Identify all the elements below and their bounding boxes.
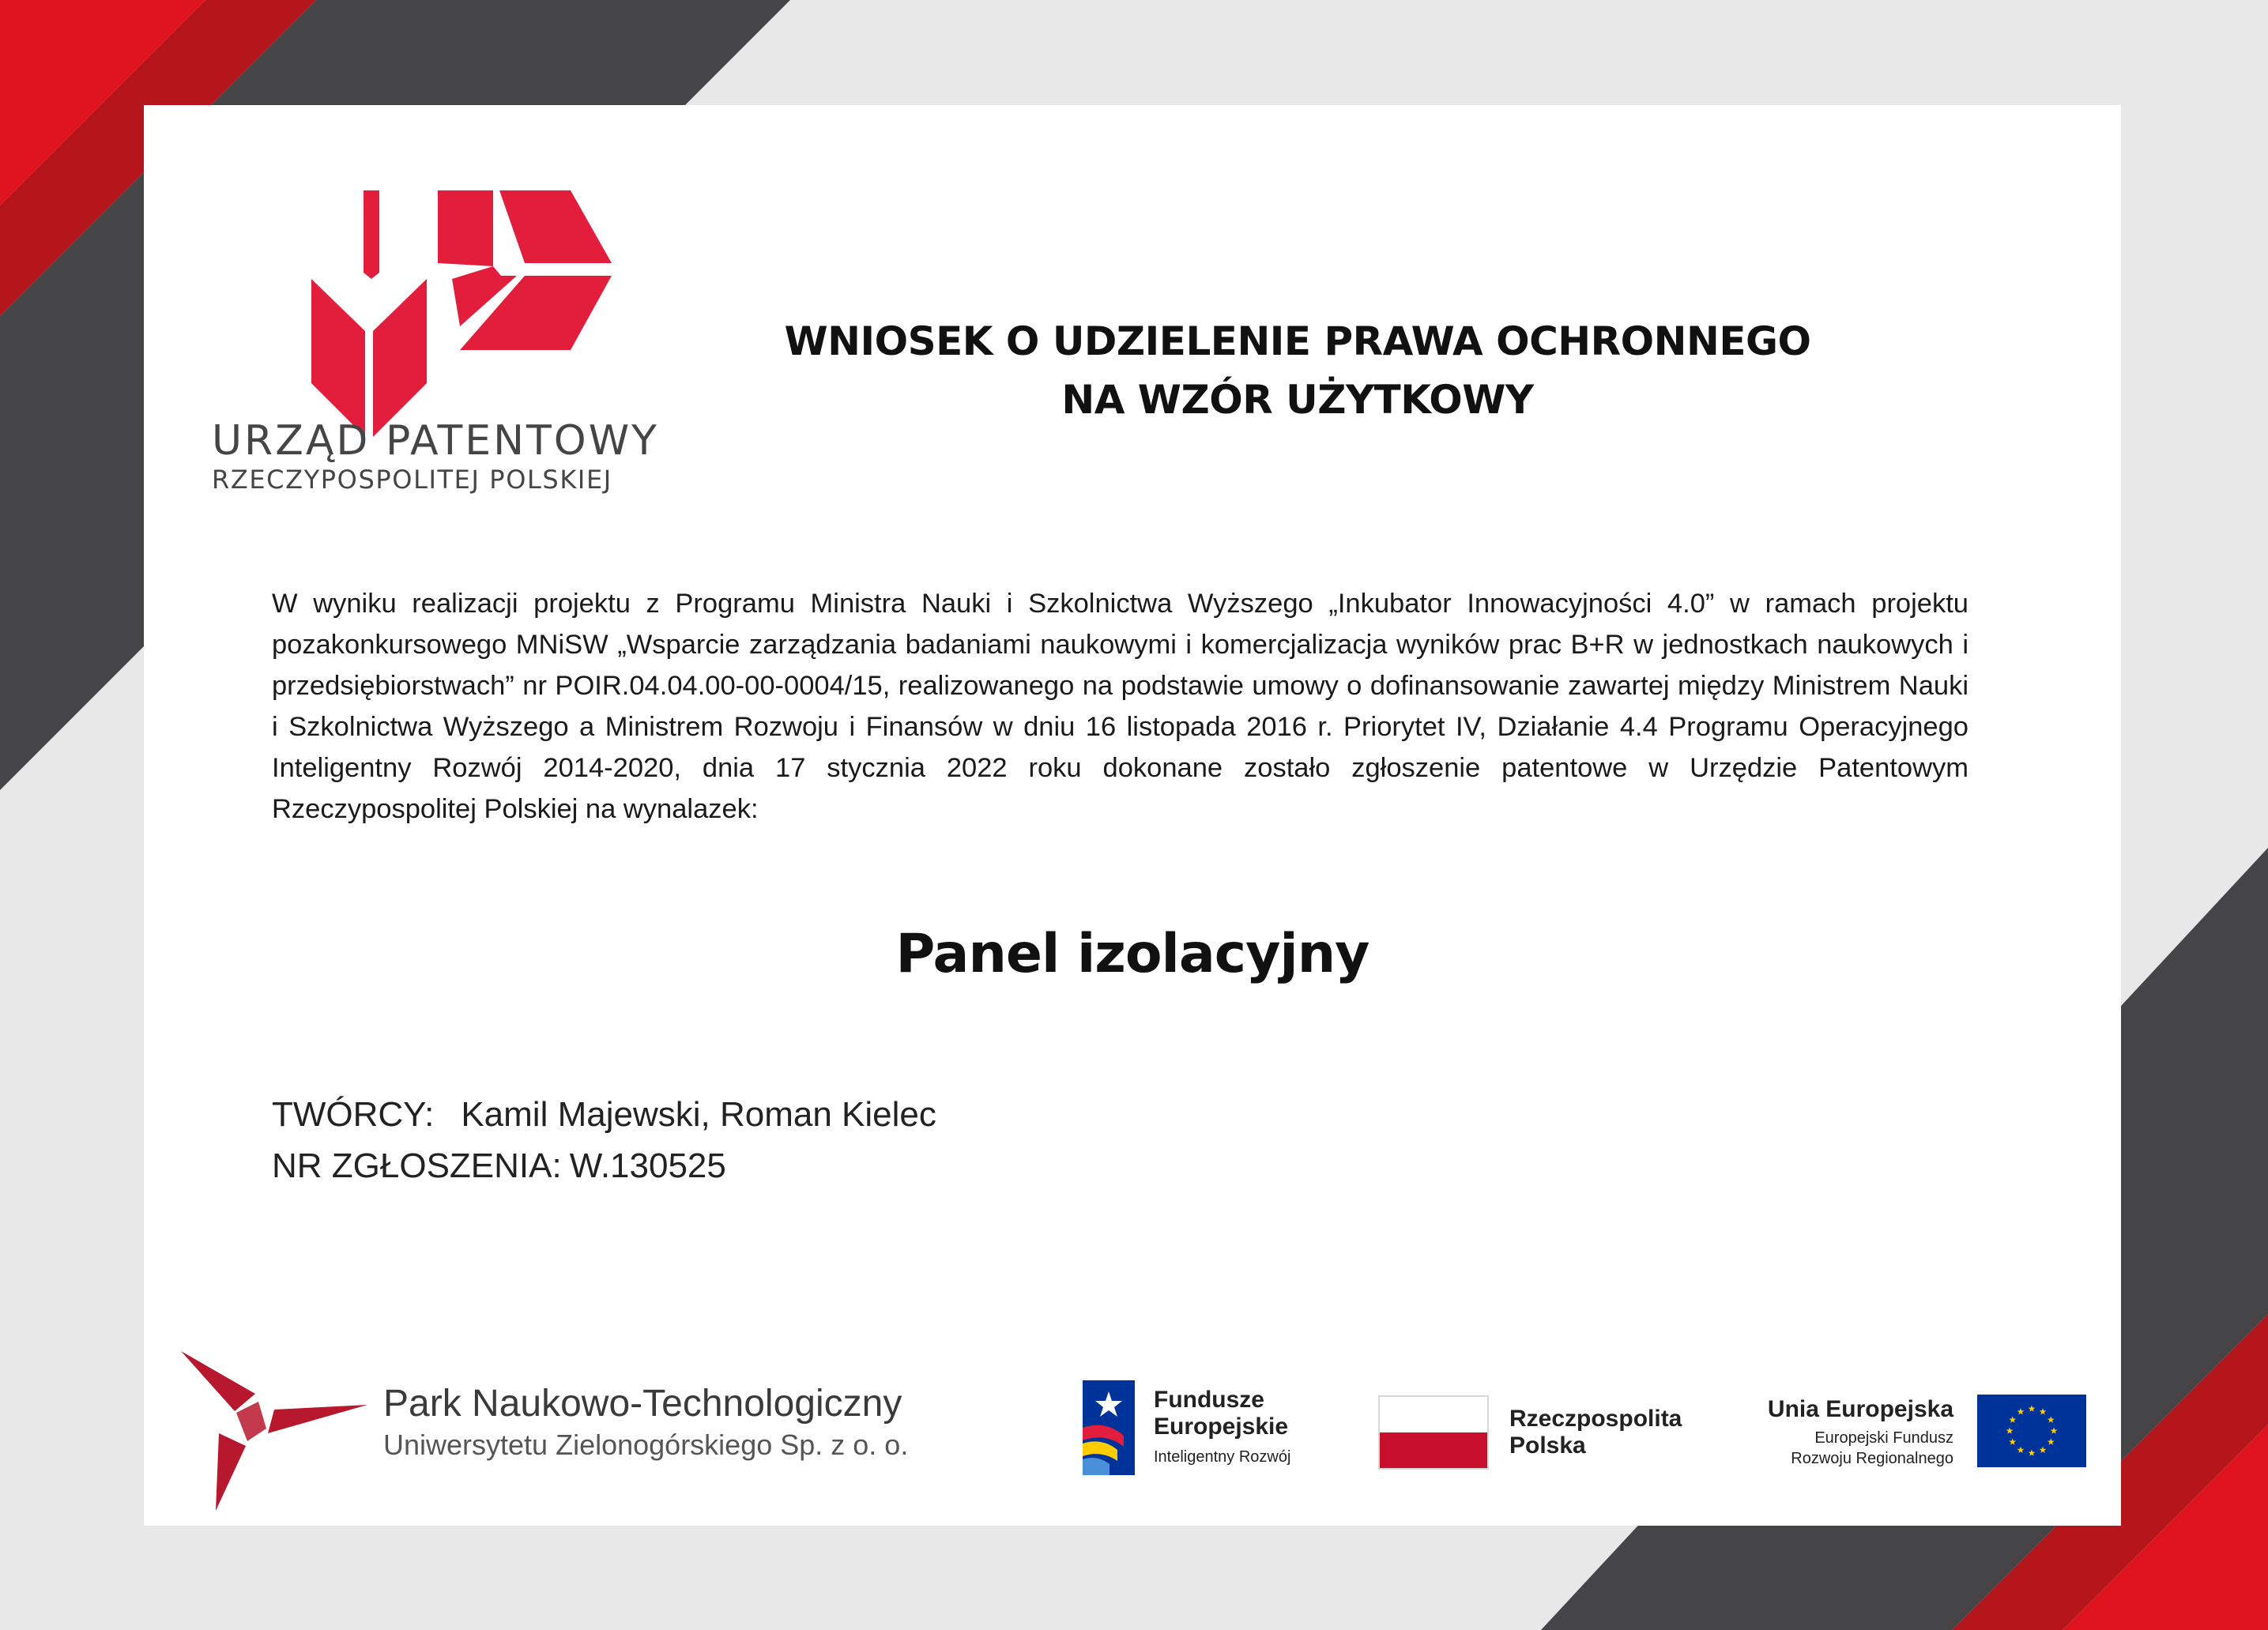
eu-name: Unia Europejska [1767, 1396, 1953, 1422]
creators-label: TWÓRCY: [272, 1095, 435, 1134]
certificate-card [144, 105, 2121, 1526]
eu-flag-icon [1977, 1395, 2086, 1467]
creators-value: Kamil Majewski, Roman Kielec [461, 1095, 936, 1134]
funds-name-line-2: Europejskie [1154, 1414, 1289, 1440]
park-logo-icon [179, 1350, 369, 1511]
creators-row [272, 1095, 936, 1135]
eu-fund-line-1: Europejski Fundusz [1814, 1429, 1953, 1447]
issuer-name-line-1: URZĄD PATENTOWY [212, 417, 659, 465]
park-name-line-2: Uniwersytetu Zielonogórskiego Sp. z o. o. [383, 1429, 909, 1461]
body-paragraph: W wyniku realizacji projektu z Programu Ministra Nauki i Szkolnictwa Wyższego „Inkubator Innowacyjności 4.0” w ramach projektu pozakonkursowego MNiSW „Wsparcie zarządzania badaniami naukowymi i komercjalizacja wyników prac B+R w jednostkach naukowych i przedsiębiorstwach” nr POIR.04.04.00-00-0004/15, realizowanego na podstawie umowy o dofinansowanie zawartej między Ministrem Nauki i Szkolnictwa Wyższego a Ministrem Rozwoju i Finansów w dniu 16 listopada 2016 r. Priorytet IV, Działanie 4.4 Programu Operacyjnego Inteligentny Rozwój 2014-2020, dnia 17 stycznia 2022 roku dokonane zostało zgłoszenie patentowe w Urzędzie Patentowym Rzeczypospolitej Polskiej na wynalazek: [272, 589, 1968, 824]
funds-program-name: Inteligentny Rozwój [1154, 1448, 1291, 1466]
park-name-line-1: Park Naukowo-Technologiczny [383, 1383, 902, 1425]
issuer-name-line-2: RZECZYPOSPOLITEJ POLSKIEJ [212, 465, 612, 495]
document-title [784, 312, 1811, 429]
document-title-line-2: NA WZÓR UŻYTKOWY [1061, 377, 1534, 423]
poland-name-line-2: Polska [1509, 1432, 1586, 1459]
document-title-line-1: WNIOSEK O UDZIELENIE PRAWA OCHRONNEGO [784, 318, 1811, 364]
eu-fund-line-2: Rozwoju Regionalnego [1791, 1450, 1953, 1467]
application-number-label: NR ZGŁOSZENIA: [272, 1146, 562, 1185]
european-funds-logo-icon [1083, 1380, 1135, 1475]
application-number-value: W.130525 [569, 1146, 726, 1185]
invention-name: Panel izolacyjny [895, 923, 1369, 985]
poland-name-line-1: Rzeczpospolita [1509, 1406, 1682, 1432]
application-number-row [272, 1146, 726, 1186]
funds-name-line-1: Fundusze [1154, 1387, 1264, 1413]
poland-flag-icon [1378, 1395, 1489, 1470]
